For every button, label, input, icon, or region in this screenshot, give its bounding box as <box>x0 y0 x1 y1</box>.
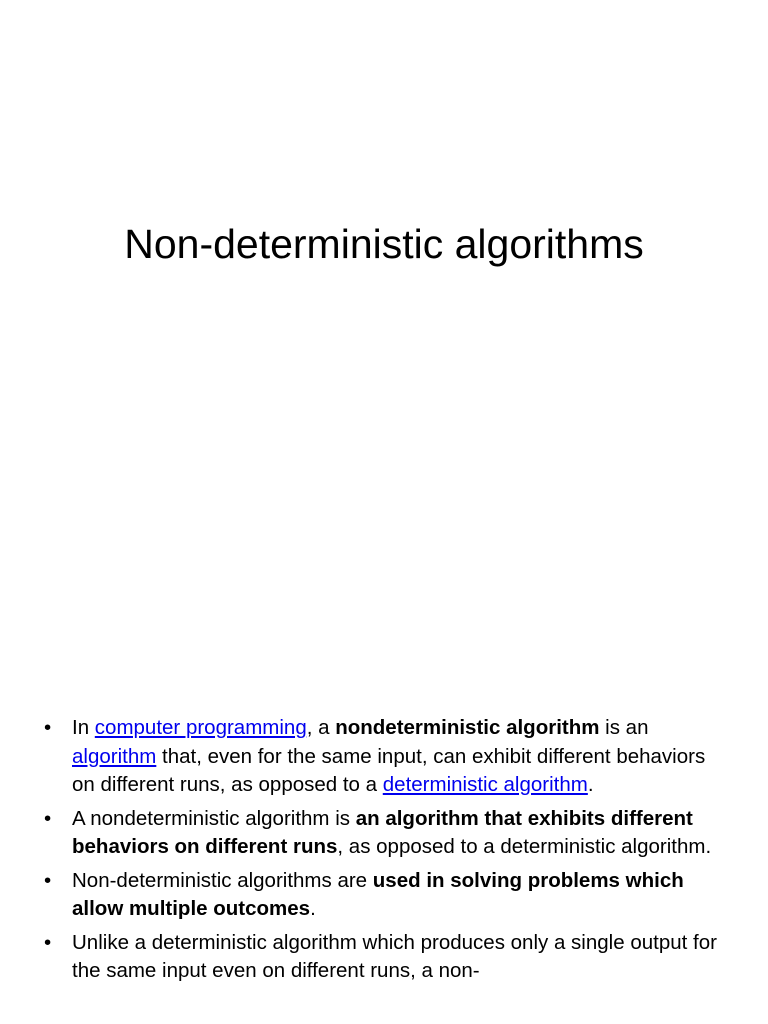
bullet-dot: • <box>44 868 52 892</box>
bullet-link[interactable]: deterministic algorithm <box>382 773 588 796</box>
bullet-item <box>42 714 732 800</box>
bullet-text-run: Non-deterministic algorithms are <box>72 868 373 892</box>
bullet-text-run: . <box>587 773 594 796</box>
bullet-text-run: , as opposed to a deterministic algorithm. <box>337 835 712 858</box>
bullet-text-run: Unlike a deterministic algorithm which produces only a single output for the same input even on different runs, a non- <box>72 930 717 982</box>
bullet-text-run: is an <box>599 716 649 739</box>
bullet-list <box>42 714 732 991</box>
bullet-text-run: , a <box>306 716 336 739</box>
bullet-text-run: . <box>310 897 316 920</box>
bullet-bold-text: used in solving problems which allow multiple outcomes <box>72 868 684 920</box>
bullet-text-run: In <box>72 716 95 739</box>
bullet-bold-text: nondeterministic algorithm <box>335 716 600 739</box>
bullet-item <box>42 929 732 986</box>
bullet-dot: • <box>44 716 52 739</box>
bullet-text-run: that, even for the same input, can exhibit different behaviors on different runs, as opposed to a <box>72 744 706 796</box>
slide-title: Non-deterministic algorithms <box>124 221 644 267</box>
bullet-item <box>42 867 732 924</box>
bullet-link[interactable]: algorithm <box>72 744 157 768</box>
bullet-text-run: A nondeterministic algorithm is <box>72 806 356 830</box>
bullet-item <box>42 805 732 862</box>
bullet-text <box>72 931 717 983</box>
bullet-bold-text: an algorithm that exhibits different behaviors on different runs <box>72 806 693 858</box>
bullet-link[interactable]: computer programming <box>94 716 307 739</box>
bullet-text <box>72 716 705 796</box>
bullet-text <box>72 869 684 921</box>
bullet-dot: • <box>44 930 52 954</box>
bullet-text <box>72 807 711 859</box>
bullet-dot: • <box>44 806 52 830</box>
